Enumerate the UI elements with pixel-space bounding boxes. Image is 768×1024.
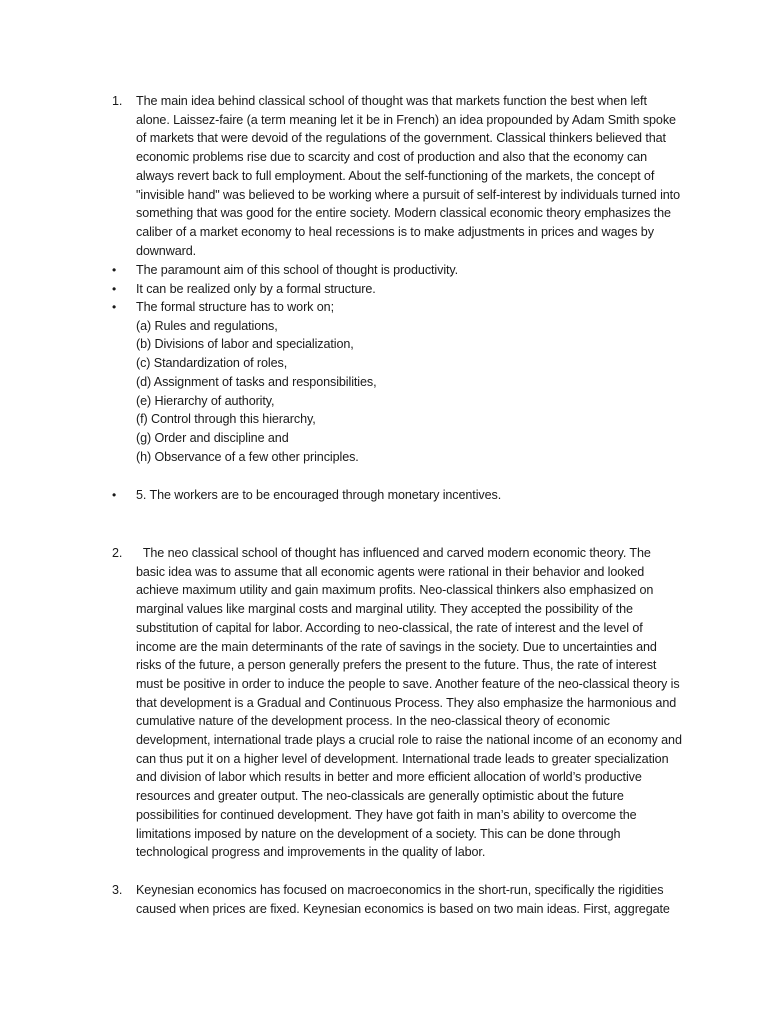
paragraph-neo-classical-school: The neo classical school of thought has influenced and carved modern economic theory. The basic idea was to assume that all economic agents were rational in their behavior and looked achieve maximum utility and gain maximum profits. Neo-classical thinkers also emphasized on marginal values like marginal costs and marginal utility. They accepted the possibility of the substitution of capital for labor. According to neo-classical, the rate of interest and the level of income are the main determinants of the rate of savings in the society. Due to uncertainties and risks of the future, a person generally prefers the present to the future. Thus, the rate of interest must be positive in order to induce the people to save. Another feature of the neo-classical theory is that development is a Gradual and Continuous Process. They also emphasize the harmonious and cumulative nature of the development process. In the neo-classical theory of economic development, international trade plays a crucial role to raise the national income of an economy and can thus put it on a higher level of development. International trade leads to greater specialization and division of labor which results in better and more efficient allocation of world’s productive resources and greater output. The neo-classicals are generally optimistic about the future possibilities for continued development. They have got faith in man’s ability to overcome the limitations imposed by nature on the development of a society. This can be done through technological progress and improvements in the quality of labor. — [136, 546, 686, 860]
list-number: 2. — [112, 546, 123, 560]
bullet-item-productivity — [112, 261, 682, 280]
bullet-text: It can be realized only by a formal structure. — [136, 282, 376, 296]
bullet-icon: • — [112, 263, 117, 277]
bullet-item-formal-structure — [112, 280, 682, 299]
sublist-item: (f) Control through this hierarchy, — [136, 412, 316, 427]
sublist-item: (d) Assignment of tasks and responsibilities, — [136, 374, 377, 389]
bullet-text: The formal structure has to work on; — [136, 300, 334, 314]
sublist — [136, 317, 682, 467]
bullet-text: The paramount aim of this school of thought is productivity. — [136, 263, 459, 277]
list-number: 3. — [112, 883, 123, 897]
bullet-item-work-on — [112, 298, 682, 466]
bullet-text: 5. The workers are to be encouraged through monetary incentives. — [136, 488, 502, 502]
list-number: 1. — [112, 94, 123, 108]
sublist-item: (e) Hierarchy of authority, — [136, 393, 275, 408]
list-item-2 — [112, 544, 686, 862]
list-item-1 — [112, 92, 682, 260]
bullet-item-monetary-incentives — [112, 486, 682, 505]
list-item-3 — [112, 881, 682, 918]
bullet-icon: • — [112, 300, 117, 314]
paragraph-keynesian-economics: Keynesian economics has focused on macroeconomics in the short-run, specifically the rigidities caused when prices are fixed. Keynesian economics is based on two main ideas. First, aggregate — [136, 883, 670, 916]
sublist-item: (b) Divisions of labor and specialization, — [136, 337, 354, 352]
sublist-item: (c) Standardization of roles, — [136, 356, 288, 371]
sublist-item: (a) Rules and regulations, — [136, 318, 278, 333]
sublist-item: (h) Observance of a few other principles. — [136, 449, 359, 464]
sublist-item: (g) Order and discipline and — [136, 430, 289, 445]
bullet-icon: • — [112, 488, 117, 502]
paragraph-classical-school: The main idea behind classical school of thought was that markets function the best when left alone. Laissez-faire (a term meaning let it be in French) an idea propounded by Adam Smith spoke of markets that were devoid of the regulations of the government. Classical thinkers believed that economic problems rise due to scarcity and cost of production and also that the economy can always revert back to full employment. About the self-functioning of the markets, the concept of "invisible hand" was believed to be working where a pursuit of self-interest by individuals turned into something that was good for the entire society. Modern classical economic theory emphasizes the caliber of a market economy to heal recessions is to make adjustments in prices and wages by downward. — [136, 94, 680, 258]
bullet-icon: • — [112, 282, 117, 296]
